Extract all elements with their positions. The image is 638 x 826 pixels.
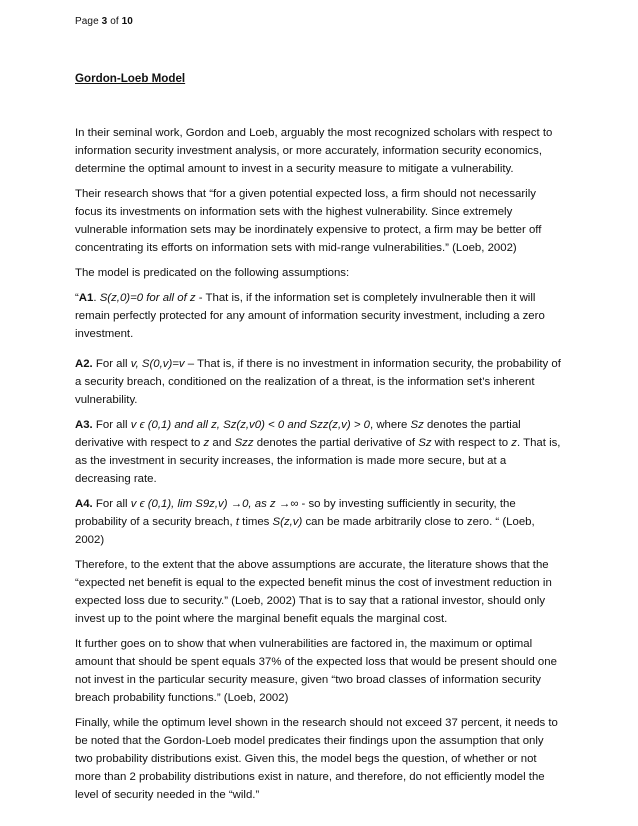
arrow-icon: → xyxy=(278,498,291,510)
formula: v ϵ (0,1), lim S9z,v) xyxy=(130,498,231,510)
formula: S(z,0)=0 for all of z xyxy=(99,292,196,304)
paragraph-research: Their research shows that “for a given potential expected loss, a firm should not necessarily focus its investments on information sets with the highest vulnerability. Since extremely vulnerable information sets may be inordinately expensive to protect, a firm may be better off concentrating its efforts on information sets with mid-range vulnerabilities.” (Loeb, 2002) xyxy=(75,188,542,254)
page-total: 10 xyxy=(121,16,133,27)
formula: v, S(0,v)=v xyxy=(130,358,185,370)
page-number: 3 xyxy=(101,16,108,27)
assumption-a4: A4. For all v ϵ (0,1), lim S9z,v) →0, as z →∞ - so by investing sufficiently in security, the probability of a security breach, t times S(z,v) can be made arbitrarily close to zero. “ (Loeb, 2002) xyxy=(75,498,535,546)
page-label: Page xyxy=(75,16,102,27)
formula: v ϵ (0,1) and all z, Sz(z,v0) < 0 and Szz(z,v) > 0 xyxy=(130,419,370,431)
assumption-label: A3. xyxy=(75,419,93,431)
paragraph-further: It further goes on to show that when vulnerabilities are factored in, the maximum or optimal amount that should be spent equals 37% of the expected loss that would be present should one not invest in the particular security measure, given “two broad classes of information security breach probability functions.” (Loeb, 2002) xyxy=(75,638,557,704)
arrow-icon: → xyxy=(230,498,243,510)
assumption-a3: A3. For all v ϵ (0,1) and all z, Sz(z,v0) < 0 and Szz(z,v) > 0, where Sz denotes the partial derivative with respect to z and Szz denotes the partial derivative of Sz with respect to z. That is, as the investment in security increases, the information is made more secure, but at a decreasing rate. xyxy=(75,419,561,485)
assumption-a2: A2. For all v, S(0,v)=v – That is, if there is no investment in information security, the probability of a security breach, conditioned on the realization of a threat, is the information set’s inherent vulnerability. xyxy=(75,358,561,406)
paragraph-assumptions-intro: The model is predicated on the following assumptions: xyxy=(75,267,350,279)
paragraph-finally: Finally, while the optimum level shown in the research should not exceed 37 percent, it needs to be noted that the Gordon-Loeb model predicates their findings upon the assumption that only two probability distributions exist. Given this, the model begs the question, of whether or not more than 2 probability distributions exist in nature, and therefore, do not efficiently model the level of security needed in the “wild.” xyxy=(75,717,558,801)
section-title: Gordon-Loeb Model xyxy=(75,72,186,85)
page-of: of xyxy=(107,16,122,27)
page-header xyxy=(75,16,133,27)
assumption-label: A2. xyxy=(75,358,93,370)
assumption-a1: “A1. S(z,0)=0 for all of z - That is, if the information set is completely invulnerable then it will remain perfectly protected for any amount of information security investment, including a zero investment. xyxy=(75,292,545,340)
paragraph-therefore: Therefore, to the extent that the above assumptions are accurate, the literature shows that the “expected net benefit is equal to the expected benefit minus the cost of investment reduction in expected loss due to security.” (Loeb, 2002) That is to say that a rational investor, should only invest up to the point where the marginal benefit equals the marginal cost. xyxy=(75,559,552,625)
assumption-label: A1 xyxy=(78,292,94,304)
paragraph-intro: In their seminal work, Gordon and Loeb, arguably the most recognized scholars with respect to information security investment analysis, or more accurately, information security economics, determine the optimal amount to invest in a security measure to mitigate a vulnerability. xyxy=(75,127,553,175)
assumption-label: A4. xyxy=(75,498,93,510)
document-body xyxy=(75,124,563,811)
